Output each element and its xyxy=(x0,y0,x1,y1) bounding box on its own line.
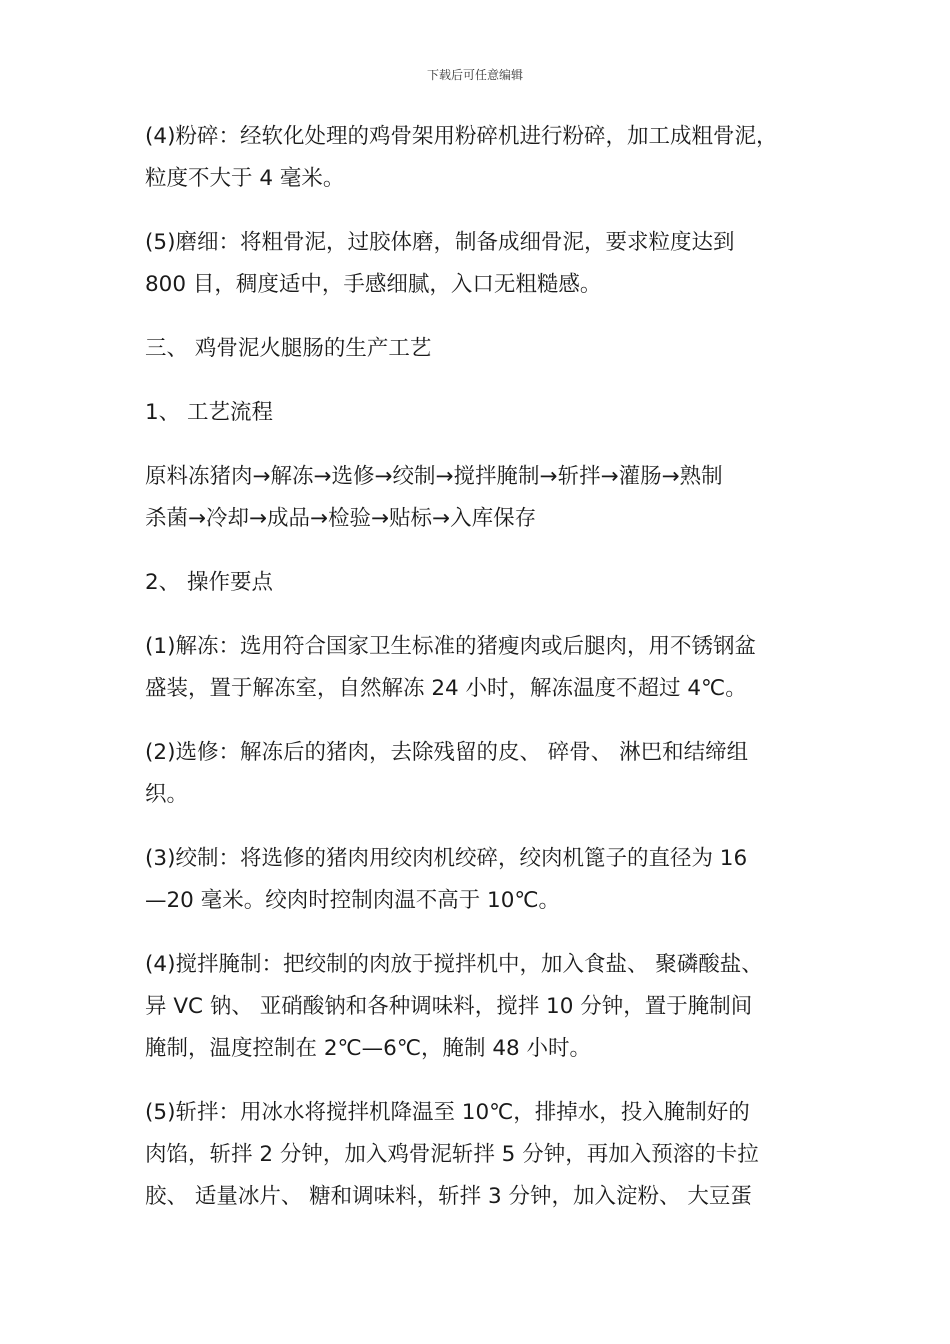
paragraph-crushing xyxy=(145,116,825,200)
text-line: 胶、 适量冰片、 糖和调味料，斩拌 3 分钟，加入淀粉、 大豆蛋 xyxy=(145,1184,752,1209)
text-line: 肉馅，斩拌 2 分钟，加入鸡骨泥斩拌 5 分钟，再加入预溶的卡拉 xyxy=(145,1142,759,1167)
paragraph-grinding xyxy=(145,222,825,306)
section-heading-3 xyxy=(145,328,825,370)
text-line: 腌制，温度控制在 2℃—6℃，腌制 48 小时。 xyxy=(145,1036,592,1061)
subheading-process-flow xyxy=(145,392,825,434)
text-line: 异 VC 钠、 亚硝酸钠和各种调味料，搅拌 10 分钟，置于腌制间 xyxy=(145,994,753,1019)
paragraph-thawing xyxy=(145,626,825,710)
text-line: (3)绞制：将选修的猪肉用绞肉机绞碎，绞肉机篦子的直径为 16 xyxy=(145,846,748,871)
paragraph-trimming xyxy=(145,732,825,816)
text-line: (4)搅拌腌制：把绞制的肉放于搅拌机中，加入食盐、 聚磷酸盐、 xyxy=(145,952,763,977)
text-line: (2)选修：解冻后的猪肉，去除残留的皮、 碎骨、 淋巴和结缔组 xyxy=(145,740,749,765)
text-line: 原料冻猪肉→解冻→选修→绞制→搅拌腌制→斩拌→灌肠→熟制 xyxy=(145,464,723,489)
text-line: 粒度不大于 4 毫米。 xyxy=(145,166,345,191)
page-header: 下载后可任意编辑 xyxy=(426,68,523,82)
paragraph-process-flow xyxy=(145,456,825,540)
subheading-key-points xyxy=(145,562,825,604)
heading-text: 三、 鸡骨泥火腿肠的生产工艺 xyxy=(145,336,432,361)
heading-text: 1、 工艺流程 xyxy=(145,400,274,425)
text-line: (5)磨细：将粗骨泥，过胶体磨，制备成细骨泥，要求粒度达到 xyxy=(145,230,735,255)
heading-text: 2、 操作要点 xyxy=(145,570,274,595)
paragraph-curing xyxy=(145,944,825,1070)
document-body xyxy=(145,116,825,1240)
text-line: (1)解冻：选用符合国家卫生标准的猪瘦肉或后腿肉，用不锈钢盆 xyxy=(145,634,756,659)
text-line: 杀菌→冷却→成品→检验→贴标→入库保存 xyxy=(145,506,537,531)
paragraph-mincing xyxy=(145,838,825,922)
text-line: (4)粉碎：经软化处理的鸡骨架用粉碎机进行粉碎，加工成粗骨泥， xyxy=(145,124,778,149)
text-line: —20 毫米。绞肉时控制肉温不高于 10℃。 xyxy=(145,888,561,913)
text-line: 800 目，稠度适中，手感细腻，入口无粗糙感。 xyxy=(145,272,602,297)
text-line: 盛装，置于解冻室，自然解冻 24 小时，解冻温度不超过 4℃。 xyxy=(145,676,747,701)
text-line: (5)斩拌：用冰水将搅拌机降温至 10℃，排掉水，投入腌制好的 xyxy=(145,1100,750,1125)
text-line: 织。 xyxy=(145,782,189,807)
paragraph-chopping xyxy=(145,1092,825,1218)
